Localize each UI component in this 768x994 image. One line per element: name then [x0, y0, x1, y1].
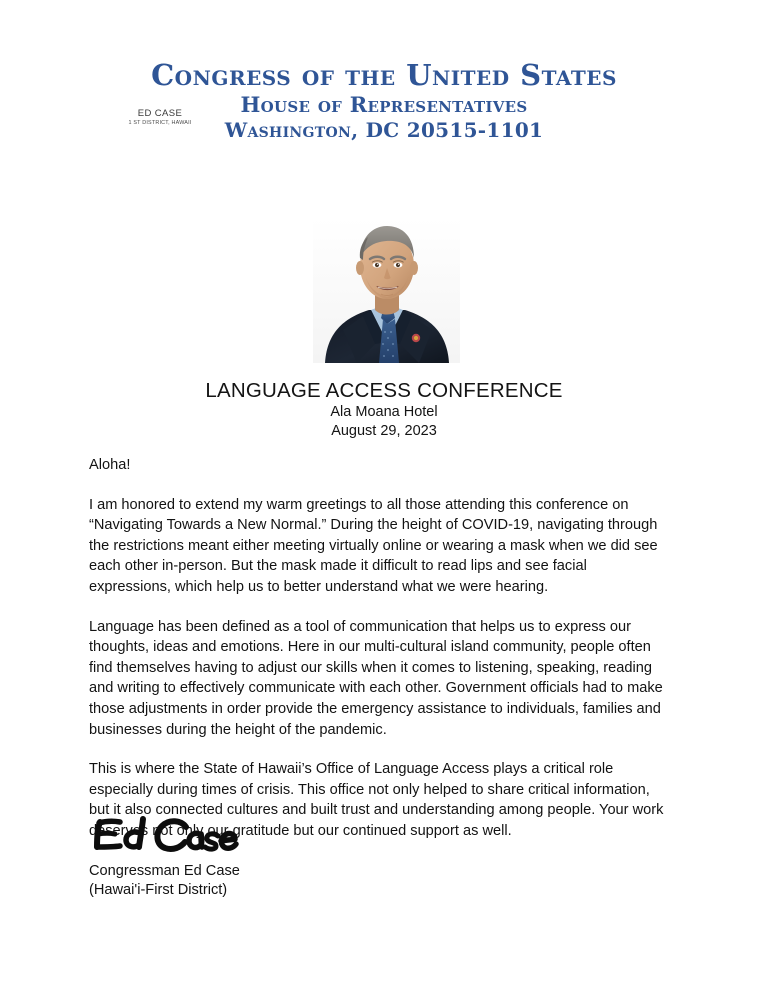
member-identification-block	[112, 108, 208, 127]
letterhead-line-address: Washington, DC 20515-1101	[224, 118, 544, 142]
signature-name: Congressman Ed Case	[89, 863, 240, 879]
letterhead-line-congress: Congress of the United States	[151, 58, 617, 92]
member-name: ED CASE	[137, 108, 183, 119]
signature-district: (Hawai'i-First District)	[89, 882, 228, 898]
handwritten-signature	[89, 813, 239, 861]
letter-salutation: Aloha!	[89, 457, 131, 473]
letter-body	[89, 455, 672, 861]
letter-paragraph-3: This is where the State of Hawaii’s Office of Language Access plays a critical role especially during times of crisis. This office not only helped to share critical information, but it also connected cultures and built trust and understanding among people. Your work deserves not only our gratitude but our continued support as well.	[89, 761, 664, 839]
signature-block	[89, 813, 489, 900]
letterhead-line-house: House of Representatives	[240, 92, 528, 117]
conference-date: August 29, 2023	[331, 423, 437, 439]
letter-paragraph-2: Language has been defined as a tool of communication that helps us to express our thoughts, ideas and emotions. Here in our multi-cultural island community, people often find themselves having to adjust our skills when it comes to listening, speaking, reading and writing to effectively communicate with each other. Government officials had to make those adjustments in order provide the emergency assistance to individuals, families and businesses during the height of the pandemic.	[89, 618, 663, 738]
letterhead	[0, 58, 768, 143]
conference-venue: Ala Moana Hotel	[330, 404, 438, 420]
congressman-portrait-photo	[313, 218, 460, 363]
member-district: 1 ST DISTRICT, HAWAII	[128, 120, 192, 126]
letter-paragraph-1: I am honored to extend my warm greetings to all those attending this conference on “Navigating Towards a New Normal.” During the height of COVID-19, navigating through the restrictions meant either meeting virtually online or wearing a mask when we did see each other in-person. But the mask made it difficult to read lips and see facial expressions, which help us to better understand what we were hearing.	[89, 496, 658, 595]
conference-heading	[0, 378, 768, 441]
conference-title: LANGUAGE ACCESS CONFERENCE	[205, 379, 563, 402]
